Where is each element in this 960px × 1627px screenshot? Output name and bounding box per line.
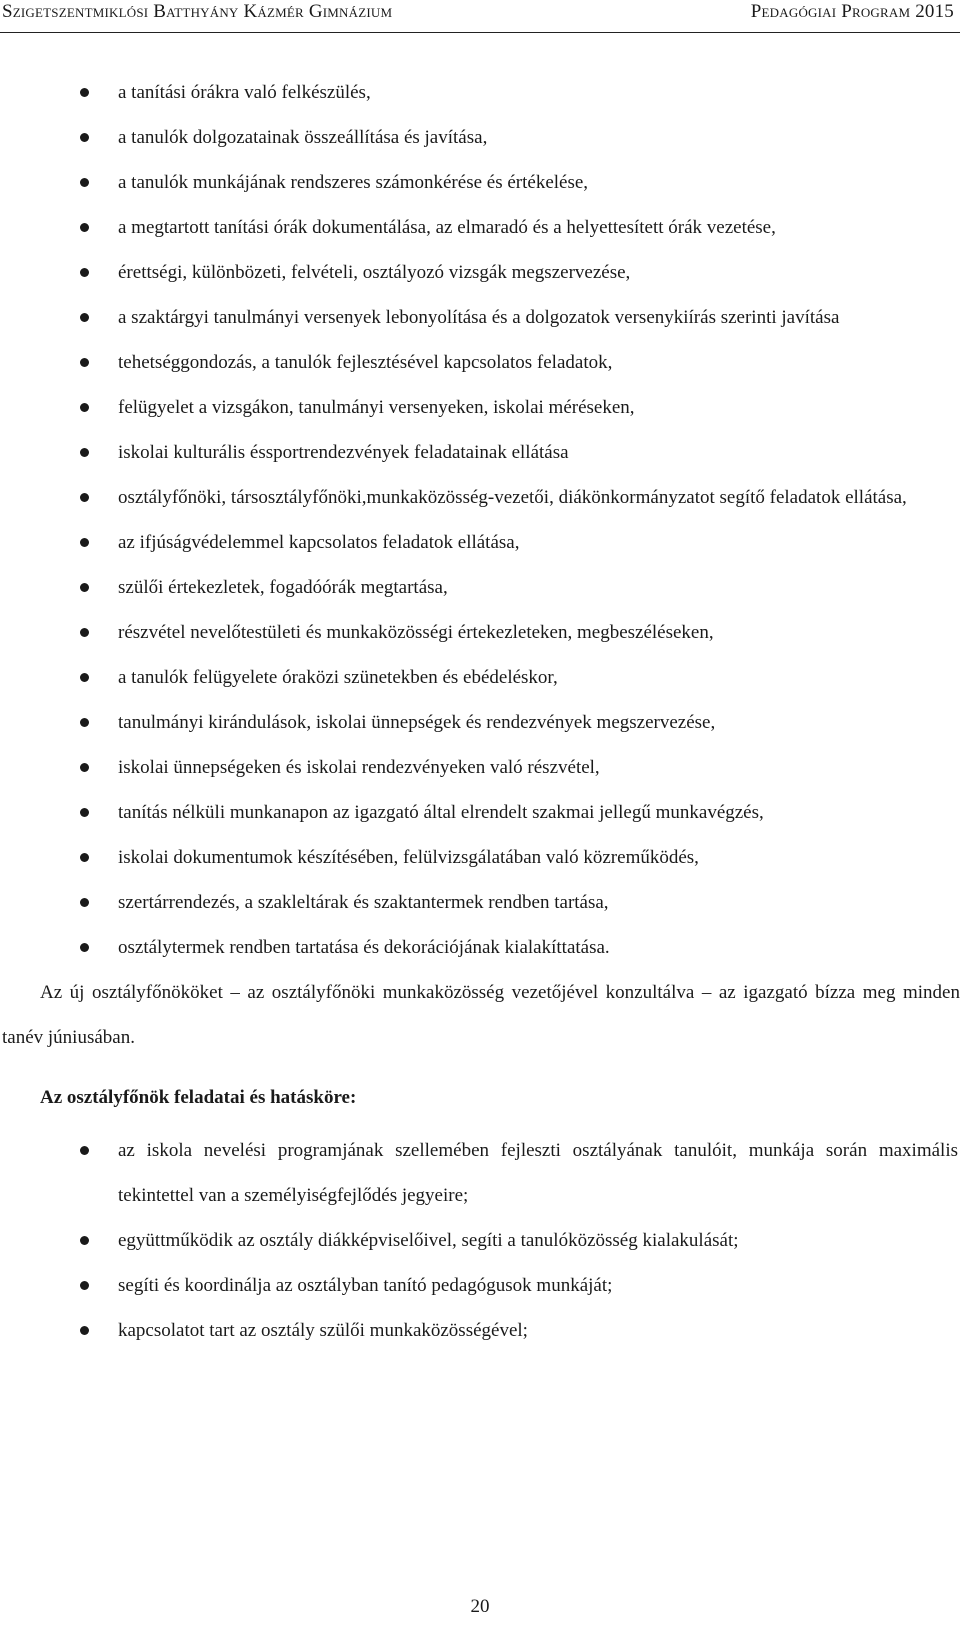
list-item [0, 295, 958, 340]
list-item-text: kapcsolatot tart az osztály szülői munkaközösségével; [118, 1320, 528, 1341]
appointment-paragraph: Az új osztályfőnököket – az osztályfőnöki munkaközösség vezetőjével konzultálva – az igazgató bízza meg minden tanév júniusában. [2, 982, 960, 1048]
bullet-icon [80, 898, 89, 907]
list-item [0, 700, 958, 745]
list-item-text: szülői értekezletek, fogadóórák megtartása, [118, 577, 448, 598]
bullet-icon [80, 403, 89, 412]
list-item-text: a tanítási órákra való felkészülés, [118, 82, 371, 103]
list-item [0, 160, 958, 205]
list-item [0, 475, 958, 520]
list-item [0, 1263, 958, 1308]
list-item [0, 565, 958, 610]
list-item-text: a tanulók munkájának rendszeres számonkérése és értékelése, [118, 172, 589, 193]
header-school-name: Szigetszentmiklósi Batthyány Kázmér Gimnázium [2, 1, 393, 22]
list-item [0, 655, 958, 700]
duties-list [0, 1128, 960, 1353]
bullet-icon [80, 853, 89, 862]
list-item [0, 1218, 958, 1263]
bullet-icon [80, 718, 89, 727]
list-item-text: felügyelet a vizsgákon, tanulmányi versenyeken, iskolai méréseken, [118, 397, 635, 418]
list-item [0, 610, 958, 655]
list-item-text: iskolai kulturális éssportrendezvények feladatainak ellátása [118, 442, 569, 463]
bullet-icon [80, 1236, 89, 1245]
bullet-icon [80, 133, 89, 142]
bullet-icon [80, 943, 89, 952]
bullet-icon [80, 448, 89, 457]
bullet-icon [80, 1326, 89, 1335]
list-item-text: iskolai dokumentumok készítésében, felülvizsgálatában való közreműködés, [118, 847, 699, 868]
list-item-text: együttműködik az osztály diákképviselőivel, segíti a tanulóközösség kialakulását; [118, 1230, 739, 1251]
list-item [0, 790, 958, 835]
bullet-icon [80, 538, 89, 547]
list-item-text: tanulmányi kirándulások, iskolai ünnepségek és rendezvények megszervezése, [118, 712, 716, 733]
list-item-text: segíti és koordinálja az osztályban tanító pedagógusok munkáját; [118, 1275, 613, 1296]
bullet-icon [80, 673, 89, 682]
list-item [0, 1308, 958, 1353]
section-heading: Az osztályfőnök feladatai és hatásköre: [40, 1087, 357, 1108]
list-item-text: osztálytermek rendben tartatása és dekorációjának kialakíttatása. [118, 937, 610, 958]
bullet-icon [80, 808, 89, 817]
list-item [0, 520, 958, 565]
list-item-text: a tanulók felügyelete óraközi szünetekben és ebédeléskor, [118, 667, 558, 688]
list-item-text: szertárrendezés, a szakleltárak és szaktantermek rendben tartása, [118, 892, 609, 913]
bullet-icon [80, 1146, 89, 1155]
list-item [0, 250, 958, 295]
list-item [0, 205, 958, 250]
list-item [0, 340, 958, 385]
page-body [0, 70, 960, 1353]
page-number: 20 [470, 1596, 490, 1617]
list-item-text: érettségi, különbözeti, felvételi, osztályozó vizsgák megszervezése, [118, 262, 631, 283]
list-item-text: az iskola nevelési programjának szellemében fejleszti osztályának tanulóit, munkája során maximális tekintettel van a személyiségfejlődés jegyeire; [118, 1140, 958, 1206]
list-item-text: osztályfőnöki, társosztályfőnöki,munkaközösség-vezetői, diákönkormányzatot segítő feladatok ellátása, [118, 487, 907, 508]
list-item [0, 385, 958, 430]
bullet-icon [80, 358, 89, 367]
list-item [0, 70, 958, 115]
list-item [0, 880, 958, 925]
list-item [0, 835, 958, 880]
list-item-text: a szaktárgyi tanulmányi versenyek lebonyolítása és a dolgozatok versenykiírás szerinti javítása [118, 307, 840, 328]
bullet-icon [80, 178, 89, 187]
list-item-text: az ifjúságvédelemmel kapcsolatos feladatok ellátása, [118, 532, 520, 553]
bullet-icon [80, 493, 89, 502]
bullet-icon [80, 313, 89, 322]
bullet-icon [80, 268, 89, 277]
list-item [0, 430, 958, 475]
list-item-text: a megtartott tanítási órák dokumentálása, az elmaradó és a helyettesített órák vezetése, [118, 217, 776, 238]
page-header [0, 0, 960, 36]
bullet-icon [80, 88, 89, 97]
bullet-icon [80, 628, 89, 637]
list-item [0, 745, 958, 790]
bullet-icon [80, 763, 89, 772]
bullet-icon [80, 223, 89, 232]
list-item [0, 1128, 958, 1218]
list-item [0, 925, 958, 970]
bullet-icon [80, 583, 89, 592]
bullet-icon [80, 1281, 89, 1290]
list-item [0, 115, 958, 160]
list-item-text: tanítás nélküli munkanapon az igazgató által elrendelt szakmai jellegű munkavégzés, [118, 802, 764, 823]
list-item-text: iskolai ünnepségeken és iskolai rendezvényeken való részvétel, [118, 757, 600, 778]
header-document-title: Pedagógiai Program 2015 [750, 1, 954, 22]
list-item-text: a tanulók dolgozatainak összeállítása és javítása, [118, 127, 488, 148]
tasks-list [0, 70, 960, 970]
list-item-text: tehetséggondozás, a tanulók fejlesztésével kapcsolatos feladatok, [118, 352, 613, 373]
list-item-text: részvétel nevelőtestületi és munkaközösségi értekezleteken, megbeszéléseken, [118, 622, 714, 643]
header-rule [0, 32, 960, 33]
